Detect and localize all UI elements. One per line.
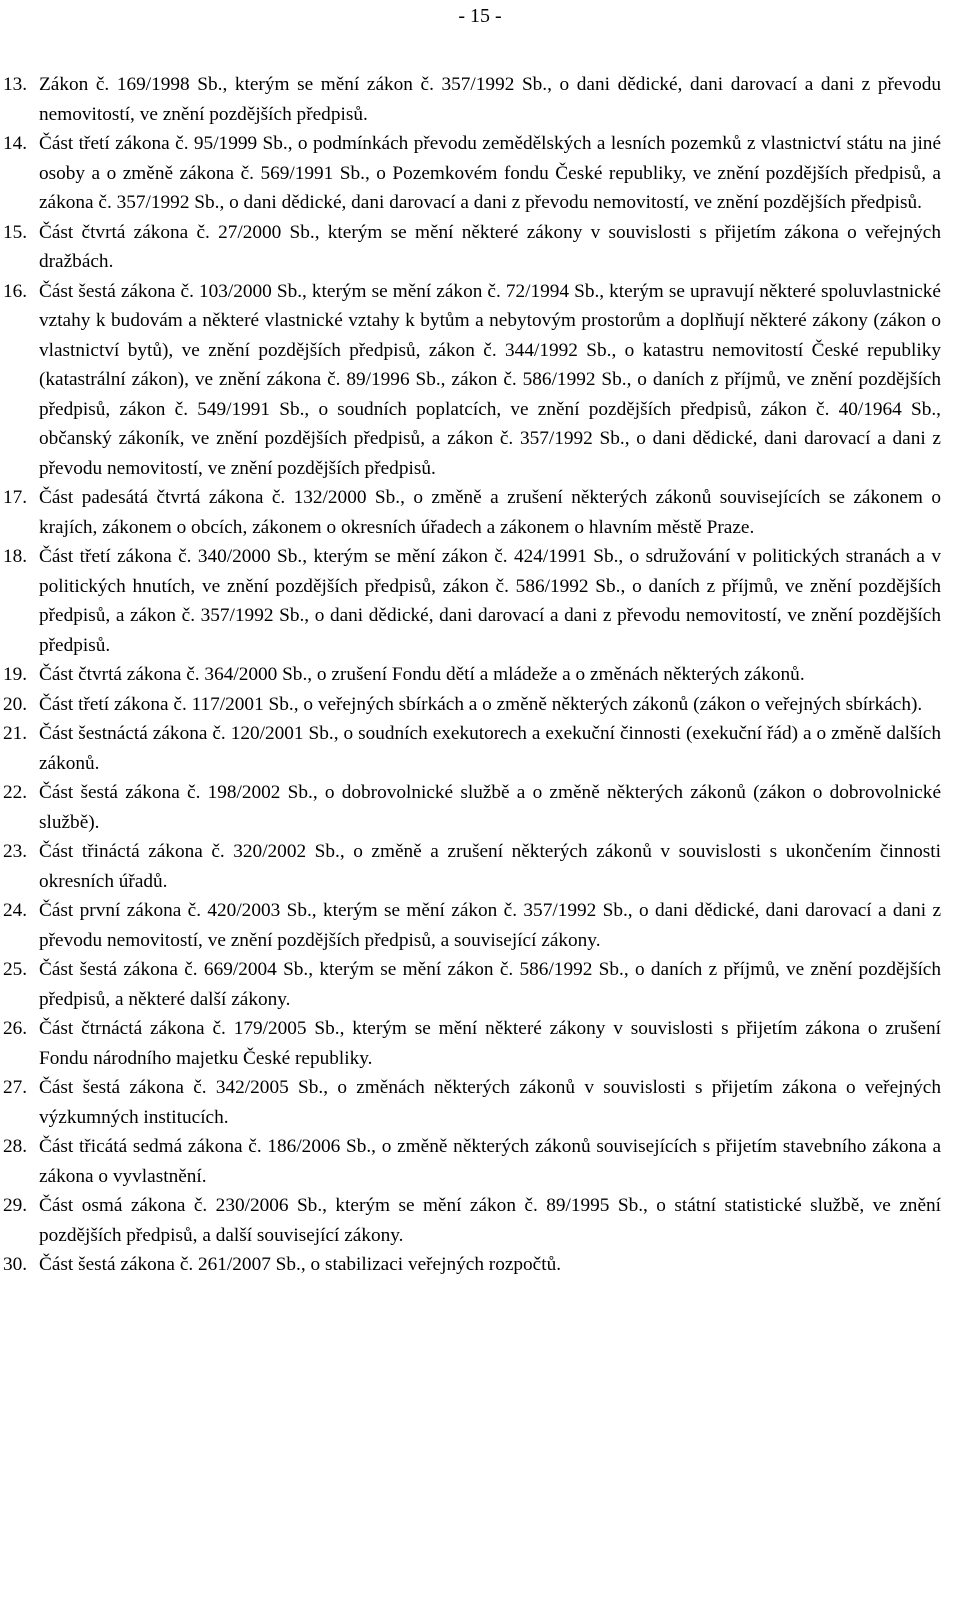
item-number: 13. xyxy=(3,74,28,95)
item-text: Část čtrnáctá zákona č. 179/2005 Sb., kterým se mění některé zákony v souvislosti s přijetím zákona o zrušení Fondu národního majetku České republiky. xyxy=(39,1018,941,1069)
item-text: Část třináctá zákona č. 320/2002 Sb., o změně a zrušení některých zákonů v souvislosti s ukončením činnosti okresních úřadů. xyxy=(39,841,941,892)
list-item xyxy=(0,1132,960,1191)
item-number: 14. xyxy=(3,133,28,154)
list-item xyxy=(0,1250,960,1280)
item-text: Část osmá zákona č. 230/2006 Sb., kterým se mění zákon č. 89/1995 Sb., o státní statistické službě, ve znění pozdějších předpisů, a další související zákony. xyxy=(39,1195,941,1246)
item-text: Část šestá zákona č. 342/2005 Sb., o změnách některých zákonů v souvislosti s přijetím zákona o veřejných výzkumných institucích. xyxy=(39,1077,941,1128)
item-number: 25. xyxy=(3,959,28,980)
page-number: - 15 - xyxy=(458,5,502,27)
list-item xyxy=(0,1073,960,1132)
item-number: 15. xyxy=(3,221,28,243)
list-item xyxy=(0,778,960,837)
list-item xyxy=(0,218,960,277)
list-item xyxy=(0,837,960,896)
item-text: Část šestá zákona č. 103/2000 Sb., kterým se mění zákon č. 72/1994 Sb., kterým se upravují některé spoluvlastnické vztahy k budovám a některé vlastnické vztahy k bytům a nebytovým prostorům a doplňují některé zákony (zákon o vlastnictví bytů), ve znění pozdějších předpisů, zákon č. 344/1992 Sb., o katastru nemovitostí České republiky (katastrální zákon), ve znění zákona č. 89/1996 Sb., zákon č. 586/1992 Sb., o daních z příjmů, ve znění pozdějších předpisů, zákon č. 549/1991 Sb., o soudních poplatcích, ve znění pozdějších předpisů, zákon č. 40/1964 Sb., občanský zákoník, ve znění pozdějších předpisů, a zákon č. 357/1992 Sb., o dani dědické, dani darovací a dani z převodu nemovitostí, ve znění pozdějších předpisů. xyxy=(39,280,941,479)
item-number: 24. xyxy=(3,900,28,921)
list-item xyxy=(0,955,960,1014)
item-number: 29. xyxy=(3,1195,28,1216)
item-number: 27. xyxy=(3,1077,28,1098)
list-item xyxy=(0,719,960,778)
item-number: 22. xyxy=(3,782,28,803)
list-item xyxy=(0,277,960,484)
list-item xyxy=(0,483,960,542)
item-text: Část šestnáctá zákona č. 120/2001 Sb., o soudních exekutorech a exekuční činnosti (exekuční řád) a o změně dalších zákonů. xyxy=(39,723,941,774)
item-text: Část čtvrtá zákona č. 27/2000 Sb., kterým se mění některé zákony v souvislosti s přijetím zákona o veřejných dražbách. xyxy=(39,221,941,272)
list-item xyxy=(0,129,960,218)
item-number: 17. xyxy=(3,487,28,508)
item-text: Část šestá zákona č. 198/2002 Sb., o dobrovolnické službě a o změně některých zákonů (zákon o dobrovolnické službě). xyxy=(39,782,941,833)
list-item xyxy=(0,660,960,690)
item-number: 30. xyxy=(3,1254,28,1275)
list-item xyxy=(0,542,960,660)
list-item xyxy=(0,896,960,955)
item-number: 23. xyxy=(3,841,28,862)
item-number: 19. xyxy=(3,664,28,685)
item-number: 18. xyxy=(3,546,28,567)
list-item xyxy=(0,690,960,720)
item-number: 26. xyxy=(3,1018,28,1039)
item-number: 16. xyxy=(3,280,28,302)
item-number: 20. xyxy=(3,693,28,715)
item-text: Část první zákona č. 420/2003 Sb., kterým se mění zákon č. 357/1992 Sb., o dani dědické, dani darovací a dani z převodu nemovitostí, ve znění pozdějších předpisů, a související zákony. xyxy=(39,900,941,951)
item-number: 21. xyxy=(3,723,28,744)
item-number: 28. xyxy=(3,1136,28,1157)
list-item xyxy=(0,1191,960,1250)
item-text: Zákon č. 169/1998 Sb., kterým se mění zákon č. 357/1992 Sb., o dani dědické, dani darovací a dani z převodu nemovitostí, ve znění pozdějších předpisů. xyxy=(39,74,941,125)
item-text: Část padesátá čtvrtá zákona č. 132/2000 Sb., o změně a zrušení některých zákonů souvisejících se zákonem o krajích, zákonem o obcích, zákonem o okresních úřadech a zákonem o hlavním městě Praze. xyxy=(39,487,941,538)
list-item xyxy=(0,1014,960,1073)
item-text: Část čtvrtá zákona č. 364/2000 Sb., o zrušení Fondu dětí a mládeže a o změnách některých zákonů. xyxy=(39,664,805,685)
list-item xyxy=(0,70,960,129)
item-text: Část třetí zákona č. 95/1999 Sb., o podmínkách převodu zemědělských a lesních pozemků z vlastnictví státu na jiné osoby a o změně zákona č. 569/1991 Sb., o Pozemkovém fondu České republiky, ve znění pozdějších předpisů, a zákona č. 357/1992 Sb., o dani dědické, dani darovací a dani z převodu nemovitostí, ve znění pozdějších předpisů. xyxy=(39,133,941,213)
item-text: Část třetí zákona č. 340/2000 Sb., kterým se mění zákon č. 424/1991 Sb., o sdružování v politických stranách a v politických hnutích, ve znění pozdějších předpisů, zákon č. 586/1992 Sb., o daních z příjmů, ve znění pozdějších předpisů, a zákon č. 357/1992 Sb., o dani dědické, dani darovací a dani z převodu nemovitostí, ve znění pozdějších předpisů. xyxy=(39,546,941,656)
item-text: Část šestá zákona č. 669/2004 Sb., kterým se mění zákon č. 586/1992 Sb., o daních z příjmů, ve znění pozdějších předpisů, a některé další zákony. xyxy=(39,959,941,1010)
law-list xyxy=(0,70,960,1280)
item-text: Část třicátá sedmá zákona č. 186/2006 Sb., o změně některých zákonů souvisejících s přijetím stavebního zákona a zákona o vyvlastnění. xyxy=(39,1136,941,1187)
item-text: Část šestá zákona č. 261/2007 Sb., o stabilizaci veřejných rozpočtů. xyxy=(39,1254,562,1275)
item-text: Část třetí zákona č. 117/2001 Sb., o veřejných sbírkách a o změně některých zákonů (zákon o veřejných sbírkách). xyxy=(39,693,923,715)
